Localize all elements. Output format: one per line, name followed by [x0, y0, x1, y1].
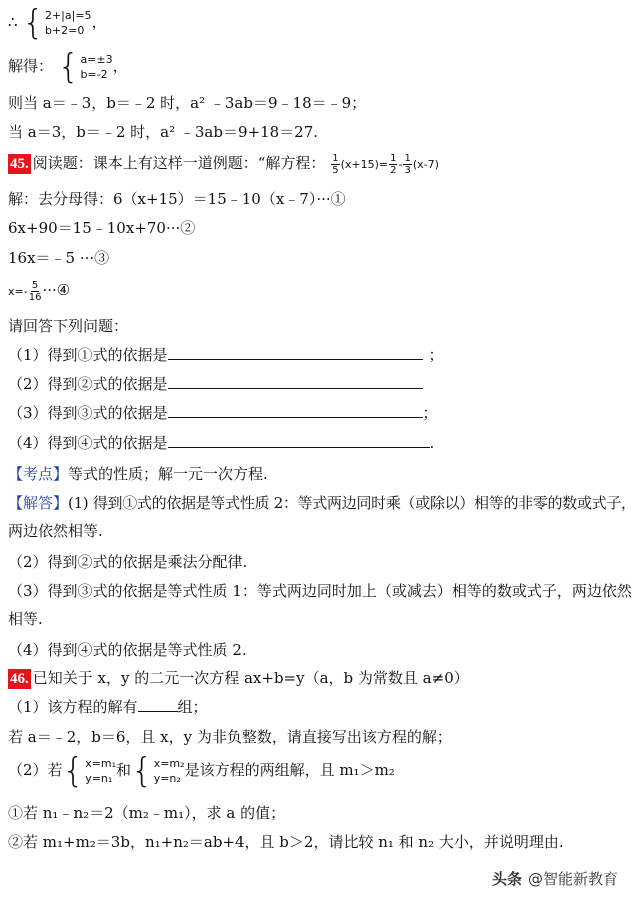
q46-part-2 [8, 751, 395, 791]
left-brace-icon: { [62, 751, 85, 791]
solution-system-b [131, 751, 185, 791]
solution-system-a [62, 751, 117, 791]
answer-blank[interactable] [168, 345, 423, 360]
item-label: （3）得到③式的依据是 [8, 404, 168, 422]
kaodian-line [8, 463, 268, 485]
system-row: a=±3 [80, 53, 113, 66]
q45-ask: 请回答下列问题： [8, 317, 129, 335]
q46-part-1 [8, 696, 208, 718]
fraction [389, 153, 397, 176]
q45-item-4 [8, 432, 434, 454]
question-number-badge: 45. [10, 156, 29, 172]
denominator: 5 [332, 164, 339, 176]
left-brace-icon: { [22, 3, 44, 43]
item-label: （1）得到①式的依据是 [8, 346, 168, 364]
q45-item-1 [8, 344, 444, 366]
jieda-tag: 【解答】 [8, 494, 69, 512]
system-row: x=m₁ [85, 757, 117, 770]
eq-part: (x+15)= [340, 158, 389, 171]
case-2-line: 当 a＝3，b＝﹣2 时，a² ﹣3ab＝9+18＝27. [8, 123, 319, 141]
punctuation: ， [91, 13, 107, 31]
left-brace-icon: { [57, 47, 80, 87]
q45-intro-line [8, 152, 439, 176]
eq-part: x=- [8, 285, 28, 298]
watermark-handle: @智能新教育 [527, 870, 618, 888]
q46-sub-2: ②若 m₁+m₂＝3b，n₁+n₂＝ab+4，且 b＞2，请比较 n₁ 和 n₂ 大小，并说明理由. [8, 833, 564, 851]
numerator: 1 [390, 152, 397, 164]
q45-step-4 [8, 279, 70, 303]
equation-system-1 [22, 3, 92, 43]
jieda-line-2: （2）得到②式的依据是乘法分配律. [8, 553, 248, 571]
solve-line [8, 47, 128, 87]
item-label: （4）得到④式的依据是 [8, 434, 168, 452]
punctuation: ， [112, 57, 128, 75]
answer-blank[interactable] [138, 697, 178, 712]
q46-sub-1: ①若 n₁﹣n₂＝2（m₂﹣m₁），求 a 的值； [8, 804, 286, 822]
jieda-line-1b: 两边依然相等. [8, 522, 103, 540]
item-end: ； [428, 346, 444, 364]
q46-intro-line [8, 667, 469, 689]
fraction [29, 280, 42, 303]
numerator: 5 [31, 279, 39, 291]
part-text: 是该方程的两组解，且 m₁＞m₂ [184, 761, 395, 779]
question-number-badge: 46. [10, 671, 29, 687]
jieda-line-4: （4）得到④式的依据是等式性质 2. [8, 641, 247, 659]
system-row: y=n₁ [85, 772, 113, 785]
numerator: 1 [332, 152, 339, 164]
jieda-line-1 [8, 492, 636, 514]
conjunction: 和 [116, 761, 132, 779]
item-label: （2）得到②式的依据是 [8, 375, 168, 393]
solve-label: 解得： [8, 57, 54, 75]
jieda-line-3: （3）得到③式的依据是等式性质 1：等式两边同时加上（或减去）相等的数或式子，两边依然 [8, 582, 632, 600]
answer-blank[interactable] [168, 433, 430, 448]
part-end: 组； [177, 698, 208, 716]
q45-intro: 阅读题：课本上有这样一道例题：“解方程： [32, 154, 326, 172]
part-label: （1）该方程的解有 [8, 698, 138, 716]
jieda-text: (1) 得到①式的依据是等式性质 2：等式两边同时乘（或除以）相等的非零的数或式子， [68, 494, 636, 512]
item-end: . [429, 434, 435, 452]
eq-part: ···④ [42, 281, 71, 299]
denominator: 3 [404, 164, 411, 176]
fraction [403, 153, 411, 176]
jieda-line-3b: 相等. [8, 610, 43, 628]
q46-part-1-condition: 若 a＝﹣2，b＝6，且 x，y 为非负整数，请直接写出该方程的解； [8, 728, 452, 746]
denominator: 16 [28, 291, 42, 303]
kaodian-text: 等式的性质；解一元一次方程. [68, 465, 268, 483]
eq-part: (x-7) [412, 158, 439, 171]
q45-step-1: 解：去分母得：6（x+15）＝15﹣10（x﹣7）···① [8, 190, 346, 208]
item-end: ； [422, 404, 438, 422]
eq-part: - [398, 158, 403, 171]
system-row: b+2=0 [44, 24, 85, 37]
q45-item-3 [8, 402, 438, 424]
answer-blank[interactable] [168, 374, 423, 389]
case-1-line: 则当 a＝﹣3，b＝﹣2 时，a² ﹣3ab＝9﹣18＝﹣9； [8, 94, 367, 112]
numerator: 1 [404, 152, 411, 164]
equation-system-2 [57, 47, 113, 87]
q45-step-3: 16x＝﹣5 ···③ [8, 249, 110, 267]
left-brace-icon: { [131, 751, 153, 791]
kaodian-tag: 【考点】 [8, 465, 69, 483]
answer-blank[interactable] [168, 403, 423, 418]
system-row: b=-2 [80, 68, 108, 81]
platform-logo: 头条 [491, 870, 522, 888]
denominator: 2 [390, 164, 397, 176]
system-row: y=n₂ [153, 772, 181, 785]
q45-step-2: 6x+90＝15﹣10x+70···② [8, 219, 196, 237]
therefore-symbol: ∴ [8, 13, 18, 31]
q45-item-2 [8, 373, 423, 395]
system-row: x=m₂ [153, 757, 185, 770]
q46-intro: 已知关于 x，y 的二元一次方程 ax+b=y（a，b 为常数且 a≠0） [32, 669, 469, 687]
fraction [331, 153, 339, 176]
watermark [492, 868, 618, 889]
therefore-system-line [8, 3, 107, 43]
part-label: （2）若 [8, 761, 63, 779]
system-row: 2+|a|=5 [44, 9, 92, 22]
